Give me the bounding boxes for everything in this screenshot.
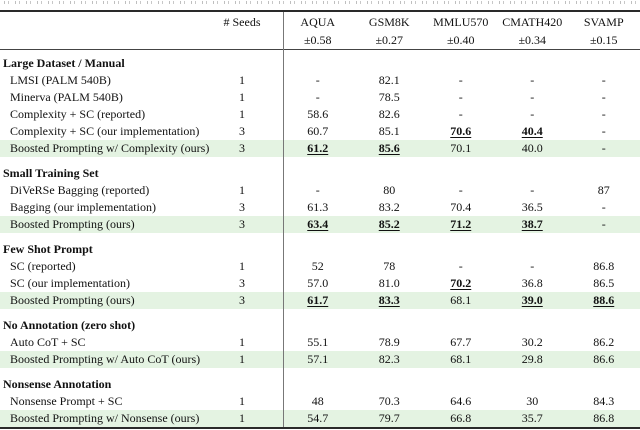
method-cell: LMSI (PALM 540B) bbox=[10, 73, 111, 87]
value-cell: 35.7 bbox=[521, 411, 543, 425]
method-cell: Minerva (PALM 540B) bbox=[10, 90, 123, 104]
value-cell: 61.3 bbox=[307, 200, 329, 214]
value-cell: 61.7 bbox=[307, 293, 329, 307]
value-cell: 39.0 bbox=[521, 293, 543, 307]
table-row bbox=[0, 258, 640, 275]
value-cell: - bbox=[530, 73, 535, 87]
value-cell: 48 bbox=[311, 394, 324, 408]
value-cell: - bbox=[458, 90, 463, 104]
seeds-cell: 3 bbox=[239, 124, 245, 138]
value-cell: 40.4 bbox=[521, 124, 543, 138]
table-row bbox=[0, 89, 640, 106]
col-std-gsm8k: ±0.27 bbox=[375, 33, 404, 47]
value-cell: 78.5 bbox=[378, 90, 400, 104]
value-cell: - bbox=[458, 259, 463, 273]
table-section bbox=[0, 317, 640, 368]
table-row bbox=[0, 123, 640, 140]
seeds-column-header: # Seeds bbox=[223, 14, 261, 29]
col-std-svamp: ±0.15 bbox=[589, 33, 618, 47]
value-cell: - bbox=[530, 183, 535, 197]
value-cell: 63.4 bbox=[307, 217, 329, 231]
value-cell: - bbox=[601, 200, 606, 214]
seeds-cell: 1 bbox=[239, 352, 245, 366]
value-cell: 70.6 bbox=[450, 124, 472, 138]
value-cell: 70.1 bbox=[450, 141, 472, 155]
value-cell: 79.7 bbox=[378, 411, 400, 425]
section-title: Few Shot Prompt bbox=[3, 242, 93, 256]
seeds-cell: 1 bbox=[239, 394, 245, 408]
col-header-aqua: AQUA bbox=[300, 14, 336, 29]
value-cell: 68.1 bbox=[450, 352, 472, 366]
value-cell: 78 bbox=[383, 259, 396, 273]
value-cell: 40.0 bbox=[521, 141, 543, 155]
col-header-gsm8k: GSM8K bbox=[368, 14, 410, 29]
seeds-cell: 3 bbox=[239, 141, 245, 155]
value-cell: 57.0 bbox=[307, 276, 329, 290]
value-cell: - bbox=[315, 73, 320, 87]
value-cell: - bbox=[458, 73, 463, 87]
value-cell: 68.1 bbox=[450, 293, 472, 307]
table-row bbox=[0, 106, 640, 123]
value-cell: 70.4 bbox=[450, 200, 472, 214]
value-cell: 87 bbox=[597, 183, 610, 197]
col-header-cmath420: CMATH420 bbox=[502, 14, 563, 29]
seeds-cell: 1 bbox=[239, 411, 245, 425]
value-cell: 81.0 bbox=[378, 276, 400, 290]
method-cell: Auto CoT + SC bbox=[10, 335, 86, 349]
table-body bbox=[0, 50, 640, 427]
value-cell: 30 bbox=[526, 394, 539, 408]
value-cell: - bbox=[601, 217, 606, 231]
value-cell: 54.7 bbox=[307, 411, 329, 425]
value-cell: 58.6 bbox=[307, 107, 329, 121]
table-row bbox=[0, 182, 640, 199]
value-cell: 82.1 bbox=[378, 73, 400, 87]
col-std-cmath420: ±0.34 bbox=[518, 33, 547, 47]
table-row bbox=[0, 140, 640, 157]
seeds-cell: 1 bbox=[239, 259, 245, 273]
value-cell: 88.6 bbox=[593, 293, 615, 307]
value-cell: - bbox=[315, 90, 320, 104]
value-cell: - bbox=[530, 259, 535, 273]
section-title: Nonsense Annotation bbox=[3, 377, 112, 391]
value-cell: 85.6 bbox=[378, 141, 400, 155]
seeds-cell: 1 bbox=[239, 107, 245, 121]
table-row bbox=[0, 393, 640, 410]
value-cell: 85.1 bbox=[378, 124, 400, 138]
value-cell: 83.3 bbox=[378, 293, 400, 307]
seeds-cell: 3 bbox=[239, 217, 245, 231]
table-header-row-2 bbox=[0, 32, 640, 49]
method-cell: DiVeRSe Bagging (reported) bbox=[10, 183, 150, 197]
value-cell: 60.7 bbox=[307, 124, 329, 138]
value-cell: - bbox=[601, 90, 606, 104]
col-header-mmlu570: MMLU570 bbox=[433, 14, 489, 29]
table-row bbox=[0, 410, 640, 427]
value-cell: 71.2 bbox=[450, 217, 472, 231]
value-cell: 57.1 bbox=[307, 352, 329, 366]
method-cell: SC (our implementation) bbox=[10, 276, 130, 290]
value-cell: 86.6 bbox=[593, 352, 615, 366]
column-divider-rule bbox=[283, 12, 284, 427]
method-cell: Bagging (our implementation) bbox=[10, 200, 156, 214]
value-cell: 36.8 bbox=[521, 276, 543, 290]
value-cell: 64.6 bbox=[450, 394, 472, 408]
table-header-row-1 bbox=[0, 12, 640, 32]
table-row bbox=[0, 275, 640, 292]
table-row bbox=[0, 216, 640, 233]
method-cell: Boosted Prompting w/ Complexity (ours) bbox=[10, 141, 210, 155]
method-cell: Complexity + SC (our implementation) bbox=[10, 124, 200, 138]
value-cell: 86.8 bbox=[593, 259, 615, 273]
col-std-mmlu570: ±0.40 bbox=[446, 33, 475, 47]
value-cell: 36.5 bbox=[521, 200, 543, 214]
value-cell: 67.7 bbox=[450, 335, 472, 349]
value-cell: 85.2 bbox=[378, 217, 400, 231]
value-cell: 78.9 bbox=[378, 335, 400, 349]
value-cell: - bbox=[315, 183, 320, 197]
value-cell: - bbox=[601, 141, 606, 155]
value-cell: - bbox=[458, 107, 463, 121]
method-cell: SC (reported) bbox=[10, 259, 76, 273]
value-cell: 52 bbox=[311, 259, 324, 273]
value-cell: 55.1 bbox=[307, 335, 329, 349]
cropped-caption-sliver bbox=[4, 1, 636, 4]
value-cell: 38.7 bbox=[521, 217, 543, 231]
table-row bbox=[0, 72, 640, 89]
table-row bbox=[0, 334, 640, 351]
value-cell: - bbox=[530, 90, 535, 104]
value-cell: 80 bbox=[383, 183, 396, 197]
method-cell: Boosted Prompting w/ Nonsense (ours) bbox=[10, 411, 200, 425]
table-section bbox=[0, 55, 640, 157]
section-title: Small Training Set bbox=[3, 166, 99, 180]
seeds-cell: 1 bbox=[239, 73, 245, 87]
value-cell: - bbox=[601, 107, 606, 121]
value-cell: 82.6 bbox=[378, 107, 400, 121]
value-cell: 66.8 bbox=[450, 411, 472, 425]
seeds-cell: 3 bbox=[239, 200, 245, 214]
seeds-cell: 3 bbox=[239, 276, 245, 290]
value-cell: 30.2 bbox=[521, 335, 543, 349]
value-cell: 83.2 bbox=[378, 200, 400, 214]
seeds-cell: 1 bbox=[239, 335, 245, 349]
value-cell: 86.5 bbox=[593, 276, 615, 290]
section-title: No Annotation (zero shot) bbox=[3, 318, 136, 332]
table-row bbox=[0, 351, 640, 368]
value-cell: 29.8 bbox=[521, 352, 543, 366]
col-std-aqua: ±0.58 bbox=[303, 33, 332, 47]
value-cell: 70.3 bbox=[378, 394, 400, 408]
seeds-cell: 3 bbox=[239, 293, 245, 307]
table-section bbox=[0, 376, 640, 427]
value-cell: 84.3 bbox=[593, 394, 615, 408]
table-section bbox=[0, 165, 640, 233]
method-cell: Boosted Prompting (ours) bbox=[10, 293, 135, 307]
table-row bbox=[0, 199, 640, 216]
value-cell: 86.2 bbox=[593, 335, 615, 349]
value-cell: 70.2 bbox=[450, 276, 472, 290]
method-cell: Boosted Prompting w/ Auto CoT (ours) bbox=[10, 352, 201, 366]
seeds-cell: 1 bbox=[239, 90, 245, 104]
col-header-svamp: SVAMP bbox=[583, 14, 624, 29]
value-cell: 86.8 bbox=[593, 411, 615, 425]
method-cell: Complexity + SC (reported) bbox=[10, 107, 146, 121]
table-row bbox=[0, 292, 640, 309]
value-cell: - bbox=[530, 107, 535, 121]
value-cell: 61.2 bbox=[307, 141, 329, 155]
value-cell: 82.3 bbox=[378, 352, 400, 366]
value-cell: - bbox=[601, 124, 606, 138]
table-bottom-rule bbox=[0, 427, 640, 429]
value-cell: - bbox=[601, 73, 606, 87]
method-cell: Boosted Prompting (ours) bbox=[10, 217, 135, 231]
table-section bbox=[0, 241, 640, 309]
seeds-cell: 1 bbox=[239, 183, 245, 197]
section-title: Large Dataset / Manual bbox=[3, 56, 125, 70]
value-cell: - bbox=[458, 183, 463, 197]
method-cell: Nonsense Prompt + SC bbox=[10, 394, 123, 408]
